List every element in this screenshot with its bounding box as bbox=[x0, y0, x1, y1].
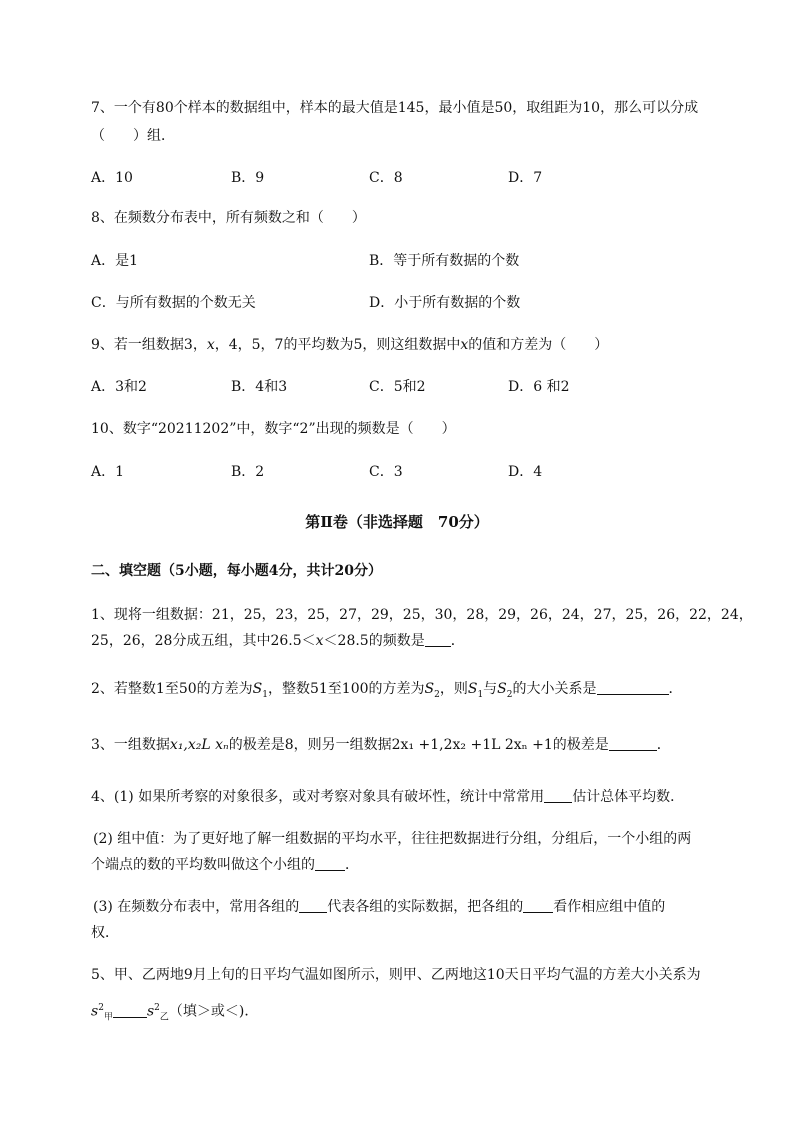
fill-1-line-1: 1、现将一组数据：21，25，23，25，27，29，25，30，28，29，26，24，27，25，26，22，24， bbox=[91, 607, 753, 623]
answer-blank[interactable] bbox=[597, 680, 669, 695]
fill-2: 2、若整数1至50的方差为$S_1$，整数51至100的方差为$S_2$，则$S_1$与$S_2$的大小关系是 ． bbox=[91, 681, 683, 700]
fill-4-part-2-line-2: 个端点的数的平均数叫做这个小组的 ． bbox=[91, 857, 359, 873]
question-10: 10、数字“20211202”中，数字“2”出现的频数是（ ） bbox=[91, 421, 456, 437]
q7-option-d: D．7 bbox=[508, 170, 543, 186]
fill-5-line-1: 5、甲、乙两地9月上旬的日平均气温如图所示，则甲、乙两地这10天日平均气温的方差大小关系为 bbox=[91, 967, 701, 983]
q10-option-c: C．3 bbox=[369, 464, 403, 480]
q10-option-d: D．4 bbox=[508, 464, 543, 480]
question-8: 8、在频数分布表中，所有频数之和（ ） bbox=[91, 210, 366, 226]
answer-blank[interactable] bbox=[544, 788, 572, 803]
fill-4-part-2-line-1: (2) 组中值：为了更好地了解一组数据的平均水平，往往把数据进行分组，分组后，一个小组的两 bbox=[93, 831, 692, 847]
q9-option-d: D．6 和2 bbox=[508, 379, 570, 395]
answer-blank[interactable] bbox=[523, 898, 553, 913]
fill-4-part-3-line-1: (3) 在频数分布表中，常用各组的 代表各组的实际数据，把各组的 看作相应组中值的 bbox=[93, 899, 666, 915]
fill-4-part-3-line-2: 权． bbox=[91, 925, 119, 941]
section-heading: 二、填空题（5小题，每小题4分，共计20分） bbox=[91, 563, 382, 579]
question-7-line-1: 7、一个有80个样本的数据组中，样本的最大值是145，最小值是50，取组距为10，那么可以分成 bbox=[91, 100, 699, 116]
part-2-title: 第Ⅱ卷（非选择题 70分） bbox=[305, 513, 489, 531]
fill-1-line-2: 25，26，28分成五组，其中26.5＜x＜28.5的频数是 ． bbox=[91, 633, 465, 649]
q8-option-c: C．与所有数据的个数无关 bbox=[91, 295, 256, 311]
answer-blank[interactable] bbox=[609, 736, 657, 751]
q10-option-b: B．2 bbox=[231, 464, 265, 480]
q8-option-b: B．等于所有数据的个数 bbox=[369, 253, 520, 269]
question-9: 9、若一组数据3，x，4，5，7的平均数为5，则这组数据中x的值和方差为（ ） bbox=[91, 337, 609, 353]
answer-blank[interactable] bbox=[299, 898, 327, 913]
q8-option-d: D．小于所有数据的个数 bbox=[369, 295, 521, 311]
fill-3: 3、一组数据x₁,x₂L xₙ的极差是8，则另一组数据2x₁ +1,2x₂ +1L 2xₙ +1的极差是 ． bbox=[91, 737, 671, 753]
q10-option-a: A．1 bbox=[91, 464, 125, 480]
q9-option-b: B．4和3 bbox=[231, 379, 288, 395]
question-7-line-2: （ ）组． bbox=[91, 128, 175, 144]
q9-option-c: C．5和2 bbox=[369, 379, 426, 395]
q9-option-a: A．3和2 bbox=[91, 379, 147, 395]
fill-4-part-1: 4、(1) 如果所考察的对象很多，或对考察对象具有破坏性，统计中常常用 估计总体平均数． bbox=[91, 789, 685, 805]
q7-option-c: C．8 bbox=[369, 170, 403, 186]
q7-option-b: B．9 bbox=[231, 170, 265, 186]
answer-blank[interactable] bbox=[113, 1003, 147, 1018]
answer-blank[interactable] bbox=[315, 856, 345, 871]
q7-option-a: A．10 bbox=[91, 170, 133, 186]
answer-blank[interactable] bbox=[425, 632, 451, 647]
fill-5-line-2: $s^2_甲$ $s^2_乙$（填＞或＜)． bbox=[91, 1003, 259, 1023]
q8-option-a: A．是1 bbox=[91, 253, 139, 269]
